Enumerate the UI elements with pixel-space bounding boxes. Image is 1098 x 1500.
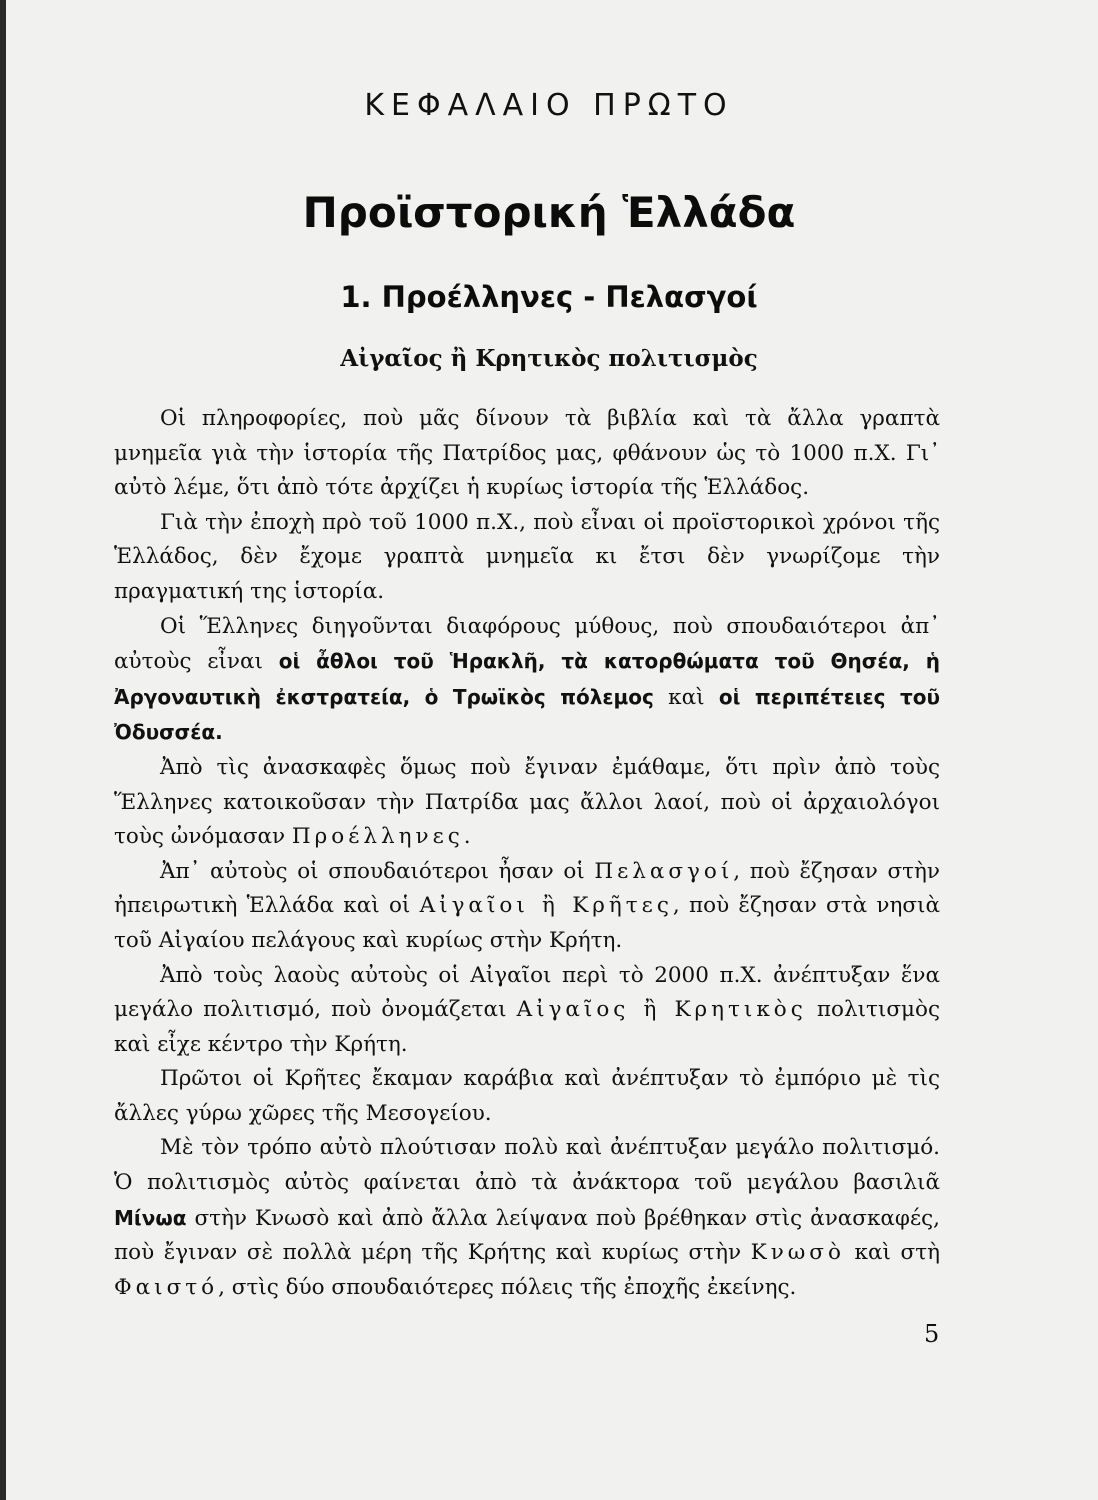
paragraph-6-end: πολιτισμὸς καὶ εἶχε κέντρο τὴν Κρήτη. [114, 997, 940, 1057]
aegean-civilization-term: Αἰγαῖος ἢ Κρητικὸς [516, 997, 807, 1023]
paragraph-3 [114, 610, 940, 751]
section-title: 1. Προέλληνες - Πελασγοί [340, 280, 758, 314]
paragraph-8 [114, 1131, 940, 1305]
paragraph-3-conjunction: καὶ [653, 684, 719, 710]
phaistos-term: Φαιστό [114, 1274, 219, 1300]
paragraph-8-end: , στὶς δύο σπουδαιότερες πόλεις τῆς ἐποχῆς ἐκείνης. [218, 1274, 797, 1300]
paragraph-2: Γιὰ τὴν ἐποχὴ πρὸ τοῦ 1000 π.Χ., ποὺ εἶναι οἱ προϊστορικοὶ χρόνοι τῆς Ἑλλάδος, δὲν ἔχομε γραπτὰ μνημεῖα κι ἔτσι δὲν γνωρίζομε τὴν πραγματική της ἱστορία. [114, 509, 940, 604]
paragraph-5-text-mid: , ποὺ ἔζησαν στὴν ἠπειρωτικὴ Ἑλλάδα καὶ οἱ [114, 858, 940, 919]
paragraph-8-text-mid2: καὶ στὴ [844, 1240, 940, 1266]
body-text [114, 402, 940, 1305]
paragraph-6 [114, 959, 940, 1063]
paragraph-5 [114, 855, 940, 959]
paragraph-5-text: Ἀπ᾿ αὐτοὺς οἱ σπουδαιότεροι ἦσαν οἱ [160, 858, 595, 884]
odyssey-emphasis: οἱ περιπέτειες τοῦ Ὀδυσσέα. [114, 684, 940, 745]
paragraph-4-text: Ἀπὸ τὶς ἀνασκαφὲς ὅμως ποὺ ἔγιναν ἐμάθαμε, ὅτι πρὶν ἀπὸ τοὺς Ἕλληνες κατοικοῦσαν τὴν Πατρίδα μας ἄλλοι λαοί, ποὺ οἱ ἀρχαιολόγοι τοὺς ὠνόμασαν [114, 754, 940, 850]
page-number: 5 [924, 1320, 940, 1348]
paragraph-7: Πρῶτοι οἱ Κρῆτες ἔκαμαν καράβια καὶ ἀνέπτυξαν τὸ ἐμπόριο μὲ τὶς ἄλλες γύρω χῶρες τῆς Μεσογείου. [114, 1066, 940, 1126]
chapter-title: Προϊστορική Ἑλλάδα [302, 188, 796, 237]
paragraph-8-text: Μὲ τὸν τρόπο αὐτὸ πλούτισαν πολὺ καὶ ἀνέπτυξαν μεγάλο πολιτισμό. Ὁ πολιτισμὸς αὐτὸς φαίνεται ἀπὸ τὰ ἀνάκτορα τοῦ μεγάλου βασιλιᾶ [114, 1135, 940, 1196]
paragraph-4-end: . [463, 824, 471, 850]
paragraph-3-text: Οἱ Ἕλληνες διηγοῦνται διαφόρους μύθους, ποὺ σπουδαιότεροι ἀπ᾿ αὐτοὺς εἶναι [114, 613, 940, 675]
subsection-title: Αἰγαῖος ἢ Κρητικὸς πολιτισμὸς [340, 345, 758, 372]
paragraph-8-text-mid: στὴν Κνωσὸ καὶ ἀπὸ ἄλλα λείψανα ποὺ βρέθηκαν στὶς ἀνασκαφές, ποὺ ἔγιναν σὲ πολλὰ μέρη τῆς Κρήτης καὶ κυρίως στὴν [114, 1205, 940, 1266]
chapter-label: ΚΕΦΑΛΑΙΟ ΠΡΩΤΟ [364, 88, 734, 123]
aegeans-cretans-term: Αἰγαῖοι ἢ Κρῆτες [419, 893, 673, 919]
minos-emphasis: Μίνωα [114, 1205, 187, 1230]
paragraph-6-text: Ἀπὸ τοὺς λαοὺς αὐτοὺς οἱ Αἰγαῖοι περὶ τὸ 2000 π.Χ. ἀνέπτυξαν ἕνα μεγάλο πολιτισμό, ποὺ ὀνομάζεται [114, 962, 940, 1023]
paragraph-4 [114, 751, 940, 855]
paragraph-1: Οἱ πληροφορίες, ποὺ μᾶς δίνουν τὰ βιβλία καὶ τὰ ἄλλα γραπτὰ μνημεῖα γιὰ τὴν ἱστορία τῆς Πατρίδος μας, φθάνουν ὡς τὸ 1000 π.Χ. Γι᾿ αὐτὸ λέμε, ὅτι ἀπὸ τότε ἀρχίζει ἡ κυρίως ἱστορία τῆς Ἑλλάδος. [114, 406, 940, 501]
myths-list-emphasis: οἱ ἆθλοι τοῦ Ἡρακλῆ, τὰ κατορθώματα τοῦ Θησέα, ἡ Ἀργοναυτικὴ ἐκστρατεία, ὁ Τρωϊκὸς πόλεμος [114, 649, 940, 709]
pelasgians-term: Πελασγοί [594, 858, 734, 884]
proellenes-term: Προέλληνες [291, 824, 464, 850]
knossos-term: Κνωσὸ [750, 1240, 845, 1266]
paragraph-5-end: , ποὺ ἔζησαν στὰ νησιὰ τοῦ Αἰγαίου πελάγους καὶ κυρίως στὴν Κρήτη. [114, 893, 940, 953]
